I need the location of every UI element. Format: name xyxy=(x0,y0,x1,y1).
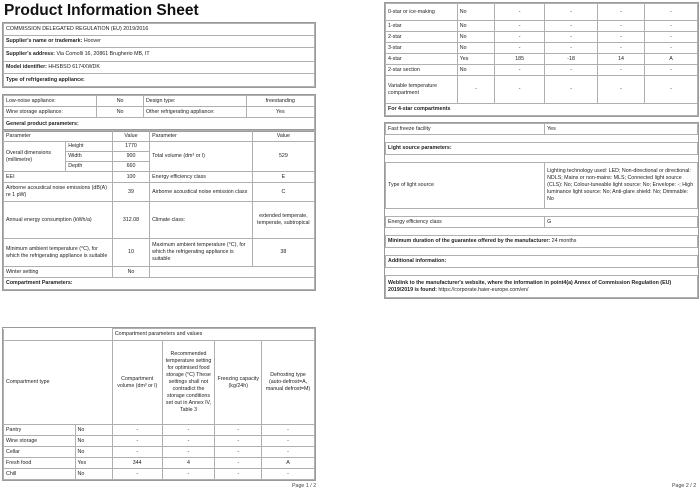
compartment-freezing: - xyxy=(598,32,645,43)
compartment-table-continued xyxy=(384,2,699,117)
light-type-label: Type of light source xyxy=(386,163,545,209)
total-volume-label: Total volume (dm³ or l) xyxy=(150,142,253,172)
overall-dimensions-label: Overall dimensions (millimetre) xyxy=(4,142,66,172)
compartment-group-header: Compartment parameters and values xyxy=(112,329,314,341)
table-row xyxy=(4,447,315,458)
compartment-volume: - xyxy=(495,4,545,21)
compartment-freezing: - xyxy=(215,458,262,469)
height-value: 1770 xyxy=(112,142,149,152)
compartment-name: Chill xyxy=(4,469,76,480)
weblink-row xyxy=(386,276,698,298)
supplier-address-row xyxy=(4,48,315,62)
compartment-temp: -18 xyxy=(545,54,598,65)
compartment-defrost: - xyxy=(644,65,697,76)
general-header: General product parameters: xyxy=(4,118,315,131)
design-type-label: Design type: xyxy=(143,96,246,107)
compartment-name: 4-star xyxy=(386,54,458,65)
spacer-2 xyxy=(386,155,698,163)
compartment-volume: - xyxy=(495,21,545,32)
compartment-name: Wine storage xyxy=(4,436,76,447)
guarantee-row xyxy=(386,236,698,248)
other-refrig-value: Yes xyxy=(246,107,314,118)
supplier-name: Hoover xyxy=(83,38,101,44)
col-recommended-temp: Recommended temperature setting for optimised food storage (°C) These settings shall not contradict the storage conditions set out in Annex IV, Table 3 xyxy=(162,341,215,425)
wine-storage-value: No xyxy=(97,107,144,118)
compartment-name: Fresh food xyxy=(4,458,76,469)
compartment-defrost: A xyxy=(644,54,697,65)
energy-class-label: Energy efficiency class xyxy=(150,172,253,183)
compartment-temp: - xyxy=(545,65,598,76)
climate-class-label: Climate class: xyxy=(150,202,253,239)
page-number: Page 1 / 2 xyxy=(292,483,317,489)
other-refrig-label: Other refrigerating appliance: xyxy=(143,107,246,118)
compartment-volume: - xyxy=(112,447,162,458)
compartment-temp: - xyxy=(162,469,215,480)
page-title: Product Information Sheet xyxy=(4,2,199,19)
weblink-label: Weblink to the manufacturer's website, where the information in point4(a) Annex of Commission Regulation (EU) 2019/2019 is found: xyxy=(388,279,672,293)
compartment-name: 1-star xyxy=(386,21,458,32)
compartment-freezing: - xyxy=(598,76,645,104)
light-header: Light source parameters: xyxy=(386,143,698,155)
spacer-5 xyxy=(386,248,698,256)
model-identifier: HHSBSO 6174XWDK xyxy=(48,64,100,70)
guarantee-label: Minimum duration of the guarantee offered by the manufacturer: xyxy=(388,238,551,244)
compartment-defrost: - xyxy=(644,4,697,21)
compartment-present: No xyxy=(457,21,494,32)
compartment-freezing: - xyxy=(598,21,645,32)
compartment-temp: - xyxy=(162,447,215,458)
table-row xyxy=(4,436,315,447)
page-2 xyxy=(350,0,700,490)
compartment-freezing: - xyxy=(215,447,262,458)
col-value: Value xyxy=(112,131,149,142)
max-temp-value: 38 xyxy=(252,239,314,267)
compartment-temp: - xyxy=(545,4,598,21)
width-value: 900 xyxy=(112,152,149,162)
compartment-temp: - xyxy=(545,32,598,43)
compartment-defrost: - xyxy=(262,469,315,480)
spacer xyxy=(386,135,698,143)
table-row xyxy=(386,76,698,104)
compartment-freezing: 14 xyxy=(598,54,645,65)
noise-class-label: Airborne acoustical noise emission class xyxy=(150,183,253,202)
supplier-address: Via Comolli 16, 20861 Brugherio MB, IT xyxy=(56,51,150,57)
compartment-present: - xyxy=(457,76,494,104)
eei-label: EEI xyxy=(4,172,113,183)
appliance-type-table xyxy=(2,94,316,132)
compartment-temp: - xyxy=(545,43,598,54)
design-type-value: freestanding xyxy=(246,96,314,107)
winter-value: No xyxy=(112,267,149,278)
col-compartment-type: Compartment type xyxy=(4,341,113,425)
compartment-name: 0-star or ice-making xyxy=(386,4,458,21)
compartment-volume: - xyxy=(112,425,162,436)
height-label: Height xyxy=(66,142,113,152)
compartment-freezing: - xyxy=(215,425,262,436)
compartment-defrost: A xyxy=(262,458,315,469)
table-row xyxy=(386,54,698,65)
model-label: Model identifier: xyxy=(6,64,47,70)
compartment-name: Pantry xyxy=(4,425,76,436)
spacer-4 xyxy=(386,228,698,236)
fast-freeze-value: Yes xyxy=(545,124,698,135)
noise-emissions-value: 39 xyxy=(112,183,149,202)
table-row xyxy=(386,43,698,54)
annual-energy-label: Annual energy consumption (kWh/a) xyxy=(4,202,113,239)
compartment-freezing: - xyxy=(215,469,262,480)
compartment-name: 2-star section xyxy=(386,65,458,76)
col-value-2: Value xyxy=(252,131,314,142)
compartment-present: No xyxy=(75,425,112,436)
compartment-volume: - xyxy=(495,43,545,54)
compartment-present: No xyxy=(457,4,494,21)
page-number: Page 2 / 2 xyxy=(672,483,697,489)
energy-class-value: E xyxy=(252,172,314,183)
col-compartment-volume: Compartment volume (dm³ or l) xyxy=(112,341,162,425)
col-parameter-2: Parameter xyxy=(150,131,253,142)
compartment-present: No xyxy=(457,43,494,54)
depth-label: Depth xyxy=(66,162,113,172)
table-row xyxy=(386,32,698,43)
col-freezing-capacity: Freezing capacity (kg/24h) xyxy=(215,341,262,425)
compartment-header: Compartment Parameters: xyxy=(4,278,315,290)
max-temp-label: Maximum ambient temperature (°C), for which the refrigerating appliance is suitable xyxy=(150,239,253,267)
type-header: Type of refrigerating appliance: xyxy=(4,74,315,87)
compartment-freezing: - xyxy=(598,65,645,76)
compartment-volume: 344 xyxy=(112,458,162,469)
table-row xyxy=(4,458,315,469)
col-parameter: Parameter xyxy=(4,131,113,142)
table-row xyxy=(4,469,315,480)
compartment-temp: - xyxy=(162,425,215,436)
compartment-table xyxy=(2,327,316,481)
compartment-volume: - xyxy=(495,65,545,76)
compartment-defrost: - xyxy=(644,32,697,43)
compartment-present: Yes xyxy=(75,458,112,469)
col-defrosting-type: Defrosting type (auto-defrost=A, manual defrost=M) xyxy=(262,341,315,425)
eei-value: 100 xyxy=(112,172,149,183)
weblink-url[interactable]: https://corporate.haier-europe.com/en/ xyxy=(438,286,529,293)
compartment-temp: 4 xyxy=(162,458,215,469)
compartment-present: No xyxy=(75,447,112,458)
depth-value: 660 xyxy=(112,162,149,172)
spacer-3 xyxy=(386,209,698,217)
supplier-name-label: Supplier's name or trademark: xyxy=(6,38,83,44)
compartment-freezing: - xyxy=(598,4,645,21)
supplier-info xyxy=(2,22,316,88)
guarantee-value: 24 months xyxy=(551,238,577,244)
width-label: Width xyxy=(66,152,113,162)
supplier-address-label: Supplier's address: xyxy=(6,51,55,57)
compartment-name: Cellar xyxy=(4,447,76,458)
compartment-freezing: - xyxy=(598,43,645,54)
compartment-present: No xyxy=(75,469,112,480)
compartment-present: Yes xyxy=(457,54,494,65)
compartment-defrost: - xyxy=(644,76,697,104)
compartment-present: No xyxy=(457,65,494,76)
compartment-volume: - xyxy=(495,76,545,104)
compartment-freezing: - xyxy=(215,436,262,447)
fast-freeze-label: Fast freeze facility xyxy=(386,124,545,135)
total-volume-value: 529 xyxy=(252,142,314,172)
noise-emissions-label: Airborne acoustical noise emissions (dB(A) re 1 pW) xyxy=(4,183,113,202)
min-temp-label: Minimum ambient temperature (°C), for which the refrigerating appliance is suitable xyxy=(4,239,113,267)
compartment-volume: - xyxy=(112,436,162,447)
low-noise-value: No xyxy=(97,96,144,107)
compartment-defrost: - xyxy=(262,425,315,436)
compartment-volume: - xyxy=(495,32,545,43)
compartment-volume: - xyxy=(112,469,162,480)
compartment-name: 2-star xyxy=(386,32,458,43)
compartment-present: No xyxy=(457,32,494,43)
regulation-text: COMMISSION DELEGATED REGULATION (EU) 2019/2016 xyxy=(4,24,315,36)
winter-label: Winter setting xyxy=(4,267,113,278)
table-row xyxy=(4,425,315,436)
compartment-defrost: - xyxy=(644,21,697,32)
compartment-present: No xyxy=(75,436,112,447)
table-row xyxy=(386,65,698,76)
compartment-temp: - xyxy=(162,436,215,447)
compartment-defrost: - xyxy=(262,436,315,447)
noise-class-value: C xyxy=(252,183,314,202)
compartment-blank xyxy=(4,329,113,341)
compartment-defrost: - xyxy=(644,43,697,54)
compartment-defrost: - xyxy=(262,447,315,458)
min-temp-value: 10 xyxy=(112,239,149,267)
general-parameters-table xyxy=(2,129,316,291)
supplier-name-row xyxy=(4,36,315,48)
compartment-name: Variable temperature compartment xyxy=(386,76,458,104)
compartment-temp: - xyxy=(545,21,598,32)
light-class-label: Energy efficiency class xyxy=(386,217,545,228)
low-noise-label: Low-noise appliance: xyxy=(4,96,97,107)
table-row xyxy=(386,4,698,21)
model-row xyxy=(4,62,315,74)
annual-energy-value: 312.08 xyxy=(112,202,149,239)
additional-info: Additional information: xyxy=(386,256,698,268)
climate-class-value: extended temperate, temperate, subtropical xyxy=(252,202,314,239)
light-class-value: G xyxy=(545,217,698,228)
compartment-name: 3-star xyxy=(386,43,458,54)
compartment-volume: 185 xyxy=(495,54,545,65)
four-star-header: For 4-star compartments xyxy=(386,104,698,116)
compartment-temp: - xyxy=(545,76,598,104)
table-row xyxy=(386,21,698,32)
spacer-6 xyxy=(386,268,698,276)
wine-storage-label: Wine storage appliance: xyxy=(4,107,97,118)
light-type-value: Lighting technology used: LED; Non-directional or directional: NDLS; Mains or non-mains: MLS; Connected light source (CLS): No; Colour-tuneable light source: No; Envelope: -; High luminance light source: No; Anti-glare shield: No; Dimmable: No xyxy=(545,163,698,209)
light-source-table xyxy=(384,122,699,299)
winter-blank xyxy=(150,267,315,278)
